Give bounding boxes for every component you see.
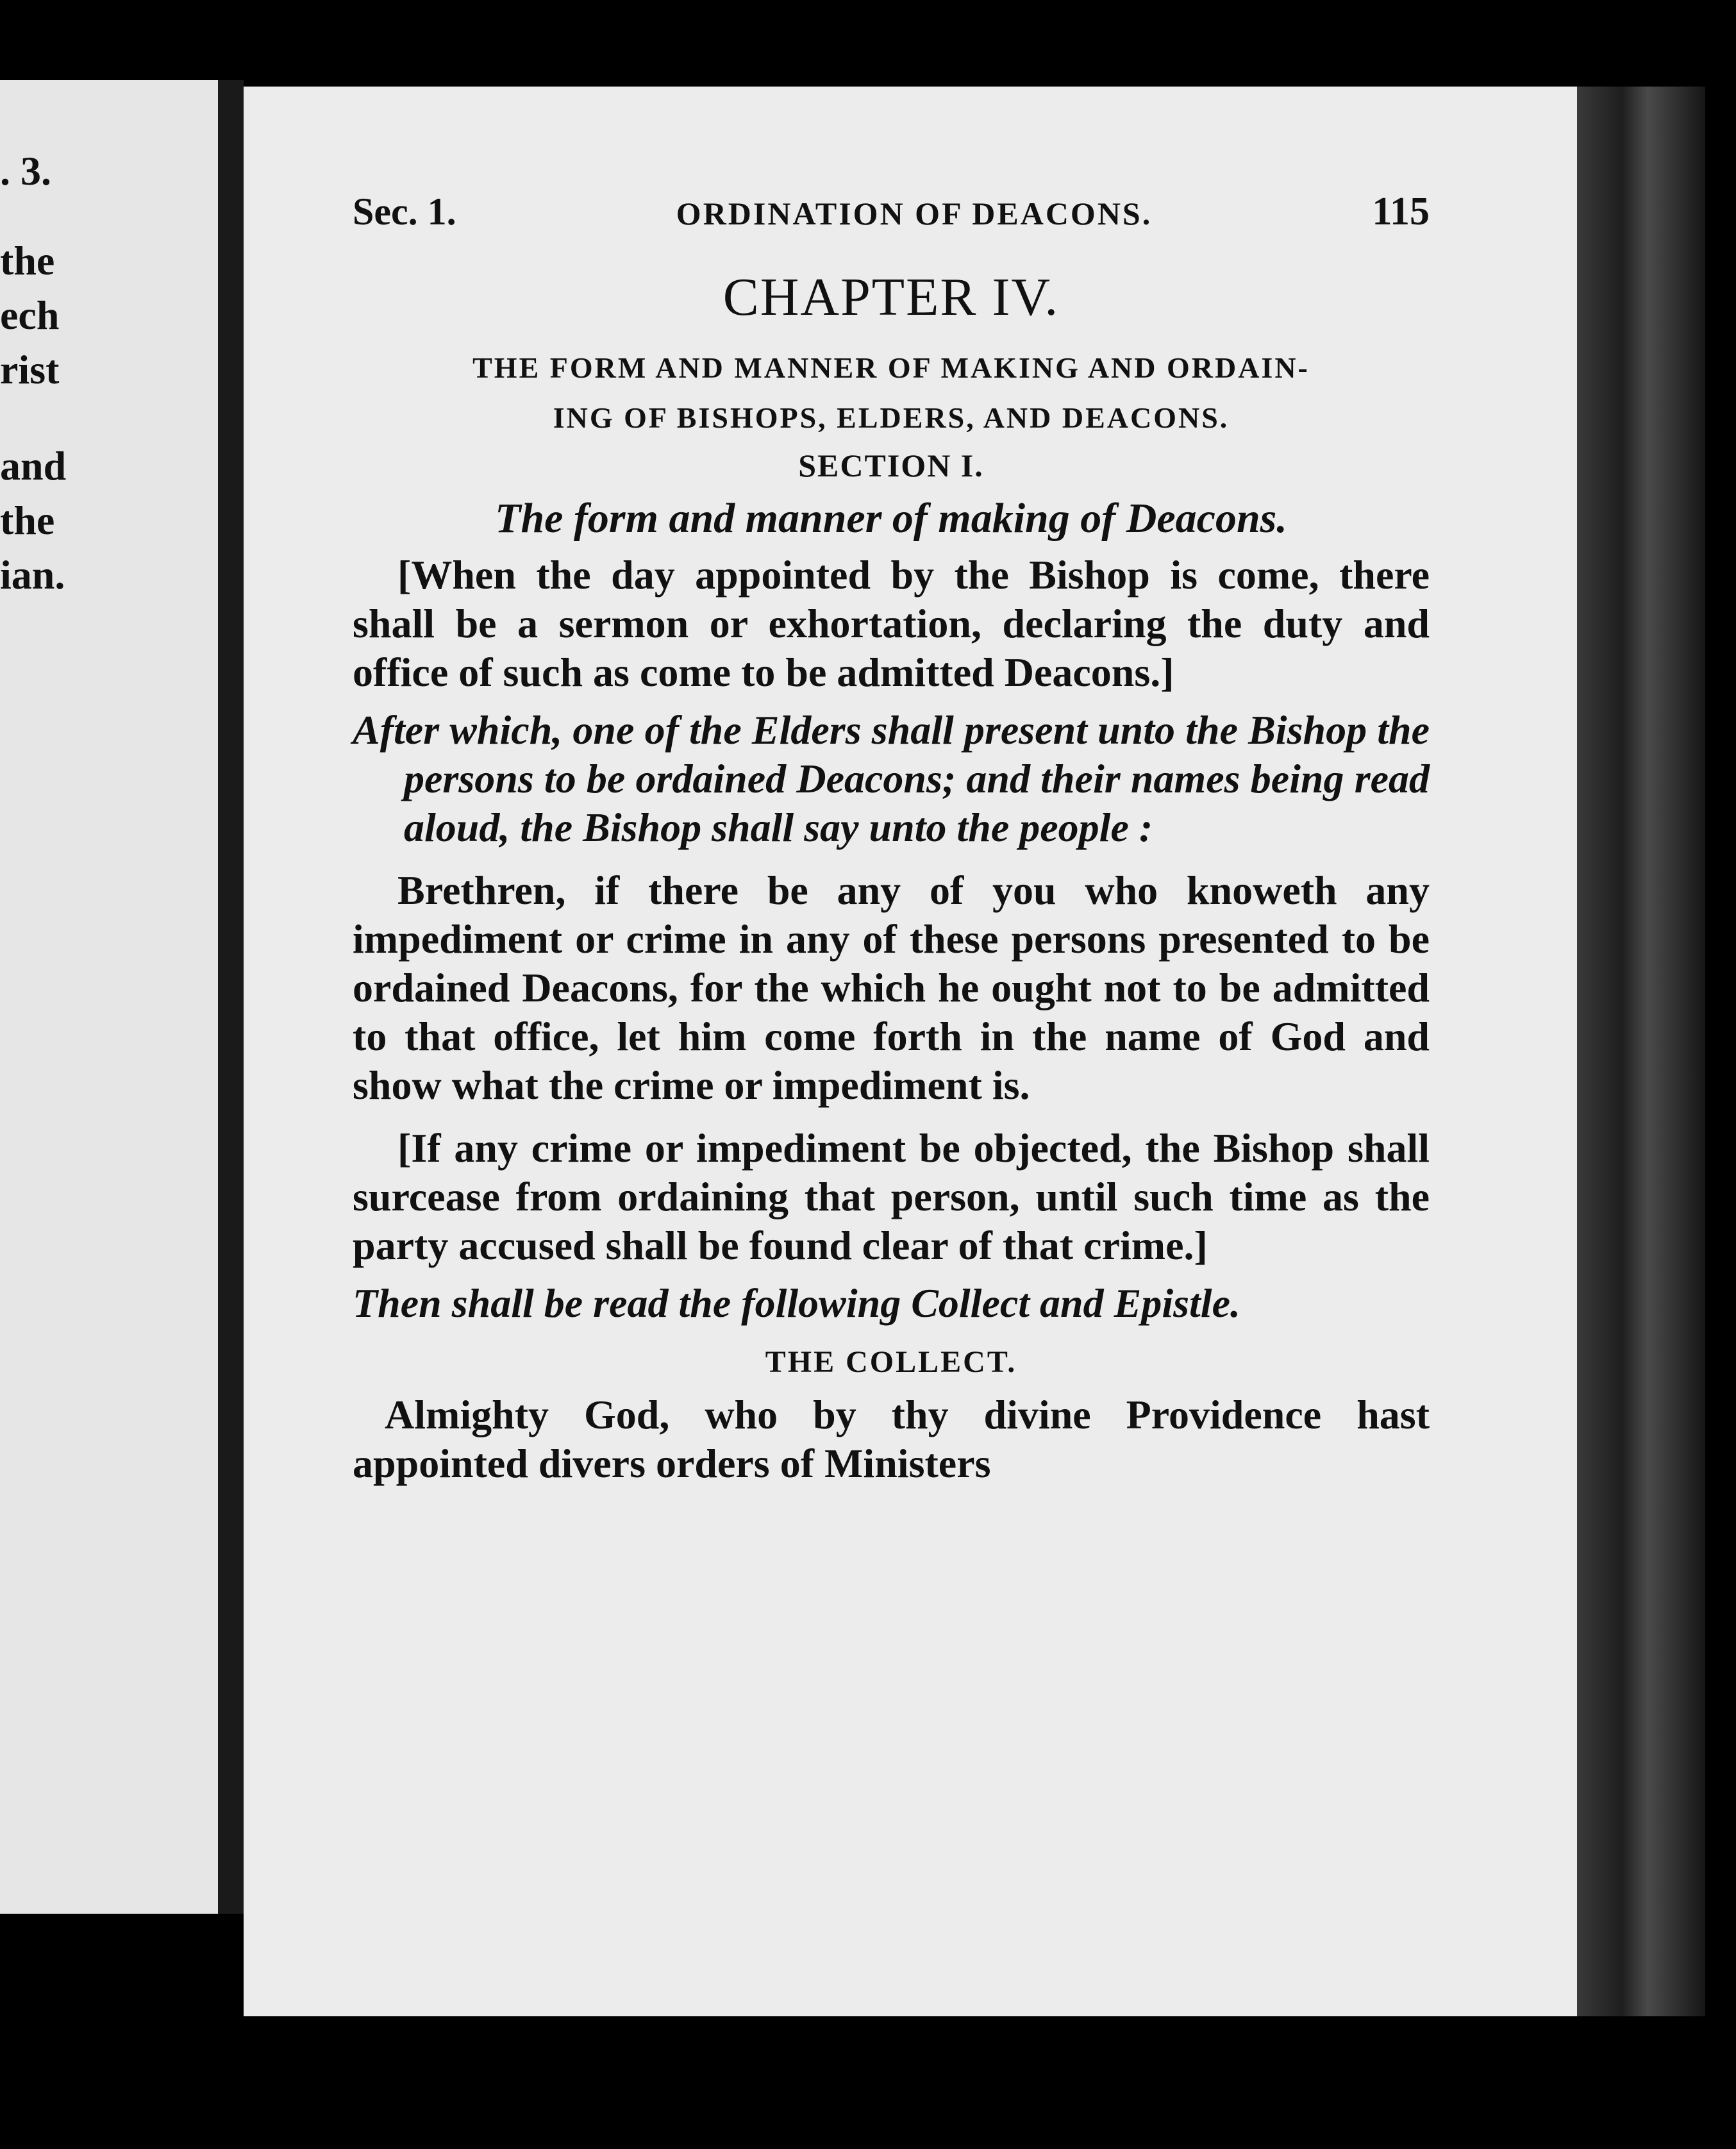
- address-paragraph: Brethren, if there be any of you who knoweth any impediment or crime in any of these persons presented to be ordained Deacons, for the which he ought not to be admitted to that office, let him come forth in the name of God and show what the crime or impediment is.: [353, 867, 1430, 1108]
- collect-text: Almighty God, who by thy divine Providence hast appointed divers orders of Ministers: [353, 1392, 1430, 1486]
- facing-page-text: . 3.: [0, 148, 51, 194]
- facing-page-text: the: [0, 498, 55, 543]
- form-title: [353, 343, 1430, 443]
- section-heading: SECTION I.: [798, 447, 984, 483]
- facing-page-text: rist: [0, 347, 60, 392]
- page-edge-shadow: [1577, 87, 1705, 2016]
- facing-page-text: ian.: [0, 552, 65, 598]
- facing-page-text: ech: [0, 292, 60, 338]
- page-content: [353, 189, 1430, 1488]
- facing-page-text: the: [0, 238, 55, 283]
- rubric: Then shall be read the following Collect and Epistle.: [353, 1280, 1240, 1326]
- form-title-line: THE FORM AND MANNER OF MAKING AND ORDAIN-: [472, 351, 1310, 384]
- book-gutter: [218, 80, 244, 1914]
- book-page: [244, 87, 1577, 2016]
- rubric: After which, one of the Elders shall present unto the Bishop the persons to be ordained Deacons; and their names being read aloud, the Bishop shall say unto the people :: [353, 707, 1430, 850]
- facing-page-text: and: [0, 443, 67, 489]
- running-head-title: ORDINATION OF DEACONS.: [676, 196, 1153, 231]
- collect-heading: THE COLLECT.: [765, 1345, 1017, 1379]
- facing-page-fragment: [0, 80, 218, 1914]
- running-head: [353, 189, 1430, 253]
- page-number: 115: [1372, 190, 1430, 233]
- bracketed-instruction: [If any crime or impediment be objected, the Bishop shall surcease from ordaining that person, until such time as the party accused shall be found clear of that crime.]: [353, 1125, 1430, 1268]
- bracketed-instruction: [When the day appointed by the Bishop is come, there shall be a sermon or exhortation, declaring the duty and office of such as come to be admitted Deacons.]: [353, 552, 1430, 695]
- section-subtitle: The form and manner of making of Deacons.: [495, 495, 1287, 542]
- form-title-line: ING OF BISHOPS, ELDERS, AND DEACONS.: [553, 401, 1230, 434]
- running-head-section: Sec. 1.: [353, 190, 456, 233]
- chapter-heading: CHAPTER IV.: [722, 267, 1060, 327]
